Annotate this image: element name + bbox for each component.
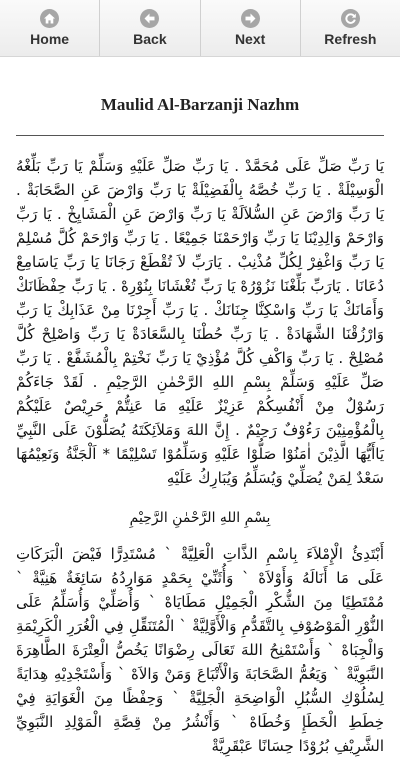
title-divider	[16, 135, 384, 136]
next-button[interactable]	[201, 0, 301, 56]
next-label: Next	[234, 31, 266, 47]
content-area[interactable]	[0, 57, 400, 755]
top-toolbar	[0, 0, 400, 57]
home-icon	[40, 9, 59, 28]
refresh-icon	[341, 9, 360, 28]
arabic-text-block-1: يَا رَبِّ صَلِّ عَلَى مُحَمَّدْ . يَا رَبِّ صَلِّ عَلَيْهِ وَسَلِّمْ يَا رَبِّ بَلِّغْهُ الْوَسِيْلَةْ . يَا رَبِّ خُصَّهُ بِالْفَضِيْلَةْ يَا رَبِّ وَارْضَ عَنِ الصَّحَابَةْ . يَا رَبِّ وَارْضَ عَنِ السُّلاَلَةْ يَا رَبِّ وَارْضَ عَنِ الْمَشَايِخْ . يَا رَبِّ وَارْحَمْ وَالِدِيْنَا يَا رَبِّ وَارْحَمْنَا جَمِيْعًا . يَا رَبِّ وَارْحَمْ كُلَّ مُسْلِمْ يَا رَبِّ وَاغْفِرْ لِكُلِّ مُذْنِبْ . يَارَبِّ لاَ تُقْطَعْ رَجَانَا يَا رَبِّ يَاسَامِعْ دُعَانَا . يَارَبِّ بَلِّغْنَا نَزُوْرُهْ يَا رَبِّ تُغْشَانَا بِنُوْرِهْ . يَا رَبِّ حِفْظَانَكْ وَأَمَانَكْ يَا رَبِّ وَاسْكِنَّا جِنَانَكْ . يَا رَبِّ أَجِرْنَا مِنْ عَذَابِكْ يَا رَبِّ وَارْزُقْنَا الشَّهَادَةْ . يَا رَبِّ حُطْنَا بِالسَّعَادَةْ يَا رَبِّ وَاصْلِحْ كُلَّ مُصْلِحْ . يَا رَبِّ وَاكْفِ كُلَّ مُؤْذِيْ يَا رَبِّ نَخْتِمْ بِالْمُشَفَّعْ . يَا رَبِّ صَلِّ عَلَيْهِ وَسَلِّمْ بِسْمِ اللهِ الرَّحْمٰنِ الرَّحِيْمِ . لَقَدْ جَاءَكُمْ رَسُوْلٌ مِنْ أَنْفُسِكُمْ عَزِيْزٌ عَلَيْهِ مَا عَنِتُّمْ حَرِيْصٌ عَلَيْكُمْ بِالْمُؤْمِنِيْنَ رَءُوْفٌ رَحِيْمٌ . إِنَّ اللهَ وَمَلاَئِكَتَهُ يُصَلُّوْنَ عَلَى النَّبِيِّ يَاأَيُّهَا الَّذِيْنَ اٰمَنُوْا صَلُّوْا عَلَيْهِ وَسَلِّمُوْا تَسْلِيْمًا * اَلْجَنَّةُ وَنَعِيْمُهَا سَعْدٌ لِمَنْ يُصَلِّيْ وَيُسَلِّمُ وَيُبَارِكُ عَلَيْهِ	[16, 157, 384, 487]
refresh-label: Refresh	[324, 31, 377, 47]
home-button[interactable]	[0, 0, 100, 56]
arrow-left-icon	[140, 9, 159, 28]
refresh-button[interactable]	[301, 0, 400, 56]
arrow-right-icon	[241, 9, 260, 28]
home-label: Home	[30, 31, 70, 47]
page-title: Maulid Al-Barzanji Nazhm	[100, 95, 300, 114]
back-button[interactable]	[100, 0, 200, 56]
basmala-heading: بِسْمِ اللهِ الرَّحْمٰنِ الرَّحِيْمِ	[129, 510, 271, 526]
back-label: Back	[133, 31, 167, 47]
arabic-text-block-2: أَبْتَدِئُ الْإِمْلاَءَ بِاسْمِ الذَّاتِ الْعَلِيَّةْ ` مُسْتَدِرًّا فَيْضَ الْبَرَكَاتِ عَلَى مَا أَنَالَهُ وَأَوْلاَهْ ` وَأُثَنِّيْ بِحَمْدٍ مَوَارِدُهُ سَائِغَةٌ هَنِيَّةْ ` مُمْتَطِيًا مِنَ الشُّكْرِ الْجَمِيْلِ مَطَايَاهْ ` وَأُصَلِّيْ وَأُسَلِّمُ عَلَى النُّوْرِ الْمَوْصُوْفِ بِالتَّقَدُّمِ وَالْأَوَّلِيَّةْ ` الْمُتَنَقِّلِ فِي الْغُرَرِ الْكَرِيْمَةِ وَالْجِبَاهْ ` وَأَسْتَمْنِحُ اللهَ تَعَالَى رِضْوَانًا يَخُصُّ الْعِتْرَةَ الطَّاهِرَةَ النَّبَوِيَّةْ ` وَيَعُمُّ الصَّحَابَةَ وَالْأَتْبَاعَ وَمَنْ وَالاَهْ ` وَأَسْتَجْدِيْهِ هِدَايَةً لِسُلُوْكِ السُّبُلِ الْوَاضِحَةِ الْجَلِيَّةْ ` وَحِفْظًا مِنَ الْغَوَايَةِ فِيْ خِطَطِ الْخَطَإِ وَخُطَاهْ ` وَأَنْشُرُ مِنْ قِصَّةِ الْمَوْلِدِ النَّبَوِيِّ الشَّرِيْفِ بُرُوْدًا حِسَانًا عَبْقَرِيَّةْ	[16, 545, 384, 755]
